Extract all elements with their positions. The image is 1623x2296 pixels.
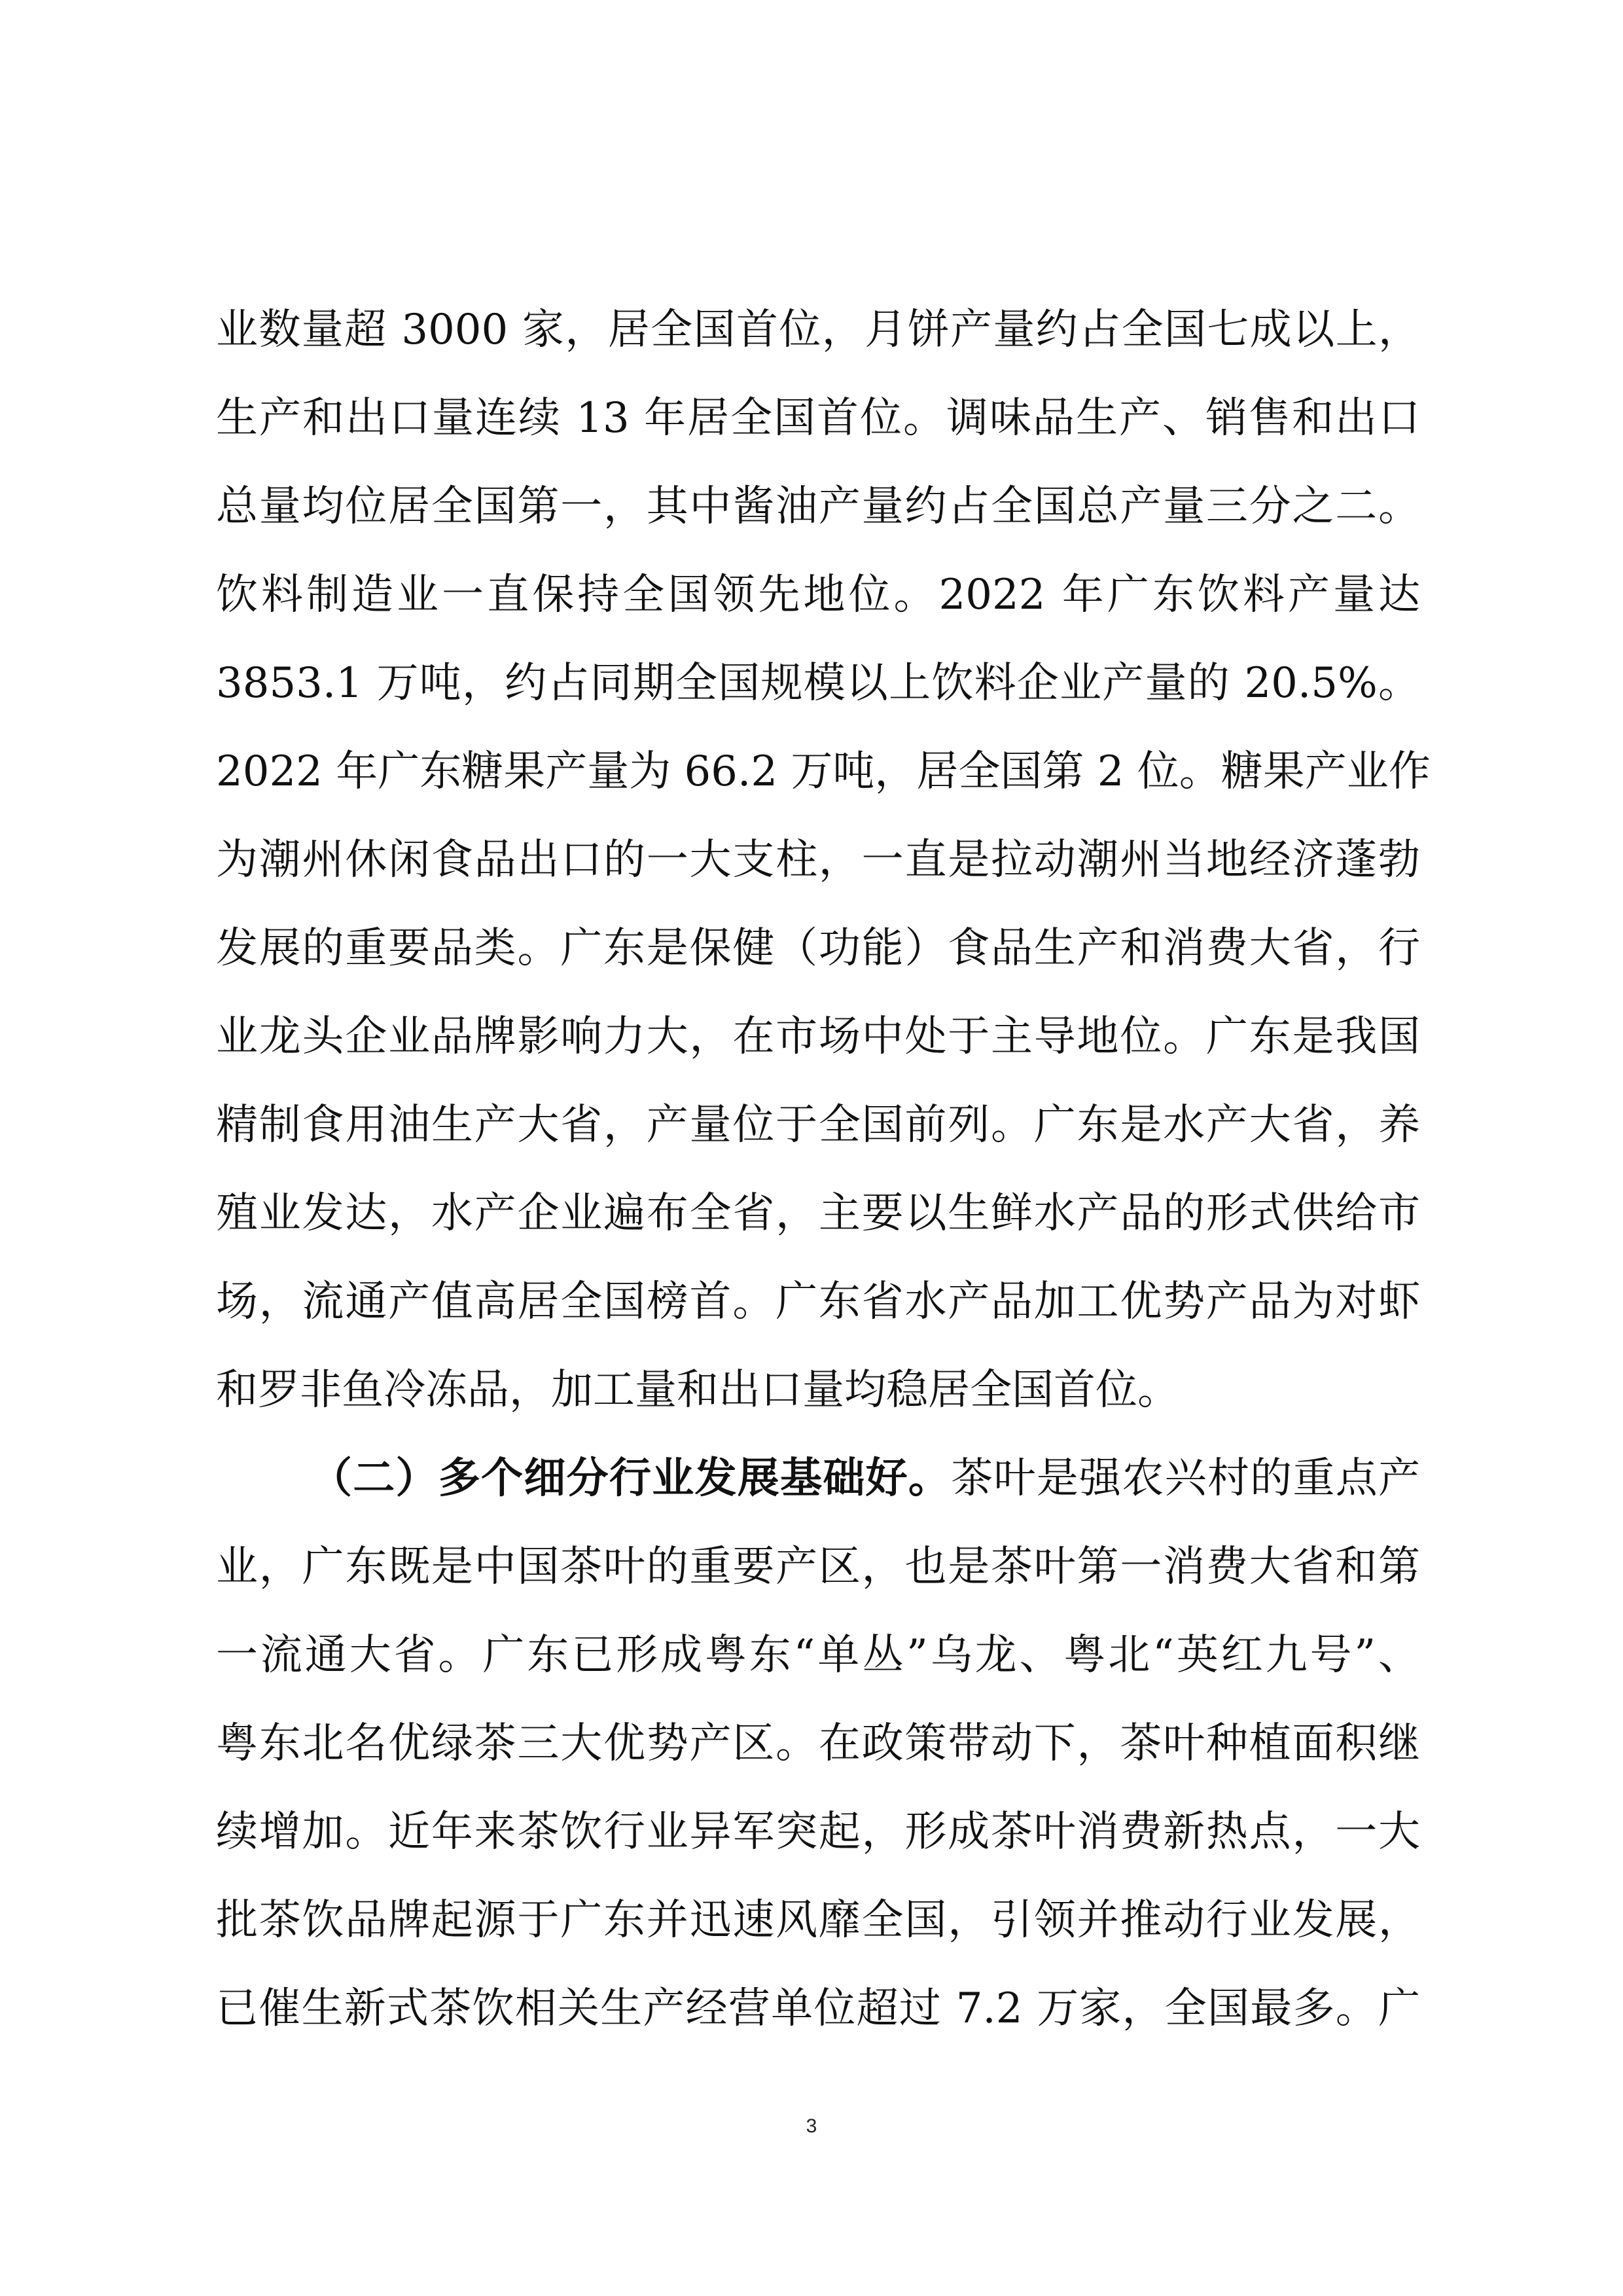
- text-line: 生产和出口量连续 13 年居全国首位。调味品生产、销售和出口: [216, 394, 1420, 442]
- text-line: 发展的重要品类。广东是保健（功能）食品生产和消费大省，行: [216, 924, 1420, 973]
- section-heading-continuation: 茶叶是强农兴村的重点产: [951, 1454, 1421, 1503]
- text-line: 饮料制造业一直保持全国领先地位。2022 年广东饮料产量达: [216, 571, 1420, 619]
- text-line: 总量均位居全国第一，其中酱油产量约占全国总产量三分之二。: [216, 482, 1420, 531]
- text-line: 业，广东既是中国茶叶的重要产区，也是茶叶第一消费大省和第: [216, 1543, 1420, 1591]
- page-number: 3: [806, 2115, 817, 2137]
- text-line: 已催生新式茶饮相关生产经营单位超过 7.2 万家，全国最多。广: [216, 1984, 1420, 2033]
- text-line: 为潮州休闲食品出口的一大支柱，一直是拉动潮州当地经济蓬勃: [216, 836, 1420, 884]
- text-line: 殖业发达，水产企业遍布全省，主要以生鲜水产品的形式供给市: [216, 1189, 1420, 1238]
- text-line: 2022 年广东糖果产量为 66.2 万吨，居全国第 2 位。糖果产业作: [216, 747, 1431, 796]
- text-line: 和罗非鱼冷冻品，加工量和出口量均稳居全国首位。: [216, 1366, 1179, 1414]
- text-line: 业数量超 3000 家，居全国首位，月饼产量约占全国七成以上，: [216, 306, 1420, 354]
- section-heading-line: [310, 1449, 1420, 1508]
- text-line: 一流通大省。广东已形成粤东“单丛”乌龙、粤北“英红九号”、: [216, 1631, 1420, 1679]
- text-line: 精制食用油生产大省，产量位于全国前列。广东是水产大省，养: [216, 1101, 1420, 1149]
- text-line: 业龙头企业品牌影响力大，在市场中处于主导地位。广东是我国: [216, 1013, 1420, 1061]
- text-line: 场，流通产值高居全国榜首。广东省水产品加工优势产品为对虾: [216, 1278, 1420, 1326]
- text-line: 3853.1 万吨，约占同期全国规模以上饮料企业产量的 20.5%。: [216, 659, 1420, 708]
- text-line: 续增加。近年来茶饮行业异军突起，形成茶叶消费新热点，一大: [216, 1808, 1420, 1856]
- text-line: 粤东北名优绿茶三大优势产区。在政策带动下，茶叶种植面积继: [216, 1719, 1420, 1768]
- section-heading: （二）多个细分行业发展基础好。: [310, 1454, 952, 1503]
- text-line: 批茶饮品牌起源于广东并迅速风靡全国，引领并推动行业发展，: [216, 1896, 1420, 1945]
